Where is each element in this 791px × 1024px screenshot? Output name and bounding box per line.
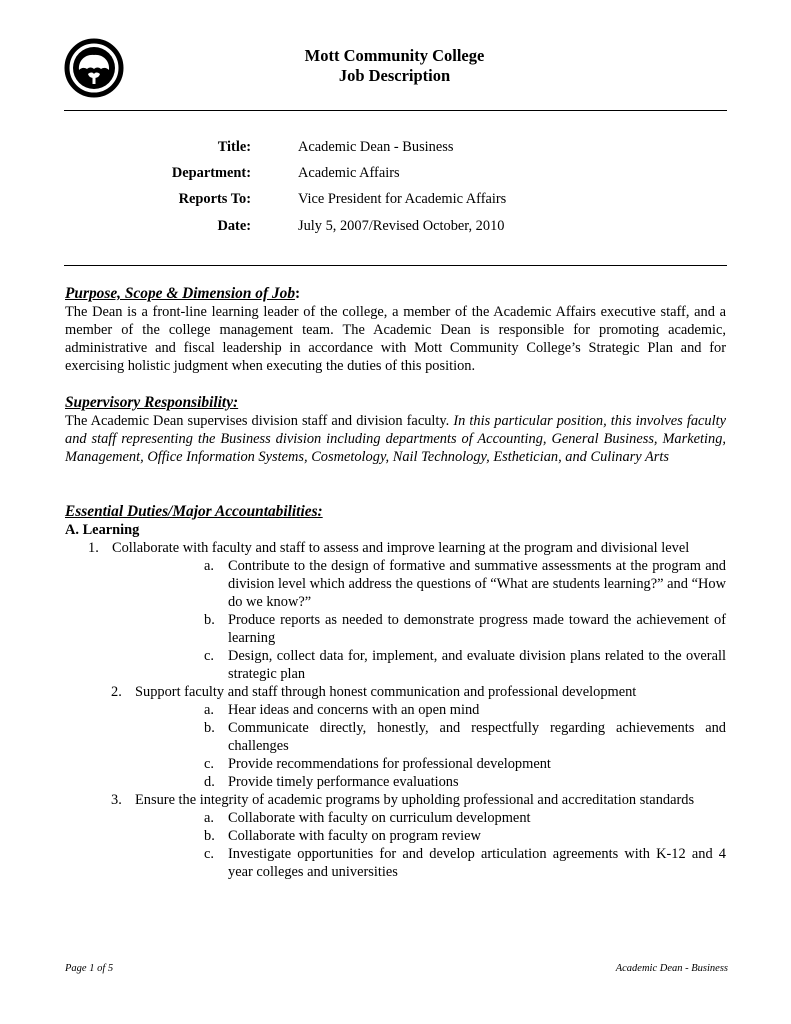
supervisory-text xyxy=(65,412,726,466)
duty-subitem xyxy=(204,755,726,773)
supervisory-text-plain: The Academic Dean supervises division staff and division faculty. xyxy=(65,413,454,429)
meta-label: Reports To: xyxy=(178,191,251,207)
item-number: 2. xyxy=(111,684,122,700)
meta-value: Vice President for Academic Affairs xyxy=(298,191,507,207)
meta-label: Title: xyxy=(217,139,251,155)
meta-label: Date: xyxy=(217,218,251,234)
duty-subitem xyxy=(204,827,726,845)
subitem-text: Collaborate with faculty on program review xyxy=(228,828,481,844)
item-number: 3. xyxy=(111,792,122,808)
subitem-text: Design, collect data for, implement, and evaluate division plans related to the overall strategic plan xyxy=(228,648,726,682)
purpose-text: The Dean is a front-line learning leader of the college, a member of the Academic Affairs executive staff, and a member of the college management team. The Academic Dean is responsible for promoting academic, administrative and fiscal leadership in accordance with Mott Community College’s Strategic Plan and for exercising holistic judgment when executing the duties of this position. xyxy=(65,304,726,375)
meta-row-department xyxy=(0,165,791,185)
supervisory-section xyxy=(65,394,726,466)
meta-label: Department: xyxy=(171,165,251,181)
section-title: Purpose, Scope & Dimension of Job xyxy=(65,285,296,302)
subitem-letter: a. xyxy=(204,702,214,718)
subsection-learning: A. Learning xyxy=(65,522,140,538)
subitem-text: Hear ideas and concerns with an open mind xyxy=(228,702,480,718)
duty-subitem xyxy=(204,611,726,647)
section-title: Essential Duties/Major Accountabilities: xyxy=(65,503,323,520)
item-text: Support faculty and staff through honest communication and professional development xyxy=(135,684,637,700)
meta-row-date xyxy=(0,218,791,238)
subitem-text: Produce reports as needed to demonstrate progress made toward the achievement of learning xyxy=(228,612,726,646)
meta-value: July 5, 2007/Revised October, 2010 xyxy=(298,218,505,234)
subitem-letter: c. xyxy=(204,846,214,862)
duty-item xyxy=(111,791,726,809)
subitem-text: Investigate opportunities for and develop articulation agreements with K-12 and 4 year colleges and universities xyxy=(228,846,726,880)
college-name: Mott Community College xyxy=(304,46,485,65)
item-text: Collaborate with faculty and staff to assess and improve learning at the program and divisional level xyxy=(112,540,690,556)
document-type: Job Description xyxy=(338,66,451,85)
duty-item xyxy=(88,539,726,557)
subitem-text: Provide timely performance evaluations xyxy=(228,774,459,790)
meta-row-reports-to xyxy=(0,191,791,211)
duty-subitem xyxy=(204,845,726,881)
duty-item xyxy=(111,683,726,701)
meta-value: Academic Affairs xyxy=(298,165,400,181)
meta-row-title xyxy=(0,139,791,159)
subitem-text: Collaborate with faculty on curriculum development xyxy=(228,810,531,826)
section-title: Supervisory Responsibility: xyxy=(65,394,239,411)
subitem-letter: d. xyxy=(204,774,215,790)
subitem-letter: c. xyxy=(204,756,214,772)
item-text: Ensure the integrity of academic programs by upholding professional and accreditation standards xyxy=(135,792,695,808)
subitem-letter: b. xyxy=(204,720,215,736)
meta-divider xyxy=(64,265,727,266)
subitem-text: Provide recommendations for professional development xyxy=(228,756,551,772)
duty-subitem xyxy=(204,809,726,827)
header-divider xyxy=(64,110,727,111)
subitem-letter: b. xyxy=(204,828,215,844)
duties-section xyxy=(65,503,726,881)
subitem-text: Communicate directly, honestly, and respectfully regarding achievements and challenges xyxy=(228,720,726,754)
meta-value: Academic Dean - Business xyxy=(298,139,454,155)
subitem-letter: c. xyxy=(204,648,214,664)
subitem-letter: a. xyxy=(204,810,214,826)
duty-subitem xyxy=(204,557,726,611)
subitem-letter: b. xyxy=(204,612,215,628)
subitem-letter: a. xyxy=(204,558,214,574)
document-header xyxy=(0,46,791,86)
purpose-section xyxy=(65,285,726,375)
duty-subitem xyxy=(204,647,726,683)
supervisory-text-italic: In this particular position, this involves faculty and staff representing the Business division including departments of Accounting, General Business, Marketing, Management, Office Information Systems, Cosmetology, Nail Technology, Esthetician, and Culinary Arts xyxy=(65,413,726,466)
duty-subitem xyxy=(204,701,726,719)
purpose-heading xyxy=(65,285,726,303)
heading-colon: : xyxy=(295,285,301,302)
footer-document-name: Academic Dean - Business xyxy=(615,963,728,974)
item-number: 1. xyxy=(88,540,99,556)
footer-page-number: Page 1 of 5 xyxy=(65,963,114,974)
duty-subitem xyxy=(204,719,726,755)
subitem-text: Contribute to the design of formative and summative assessments at the program and division level which address the questions of “What are students learning?” and “How do we know?” xyxy=(228,558,726,610)
duty-subitem xyxy=(204,773,726,791)
